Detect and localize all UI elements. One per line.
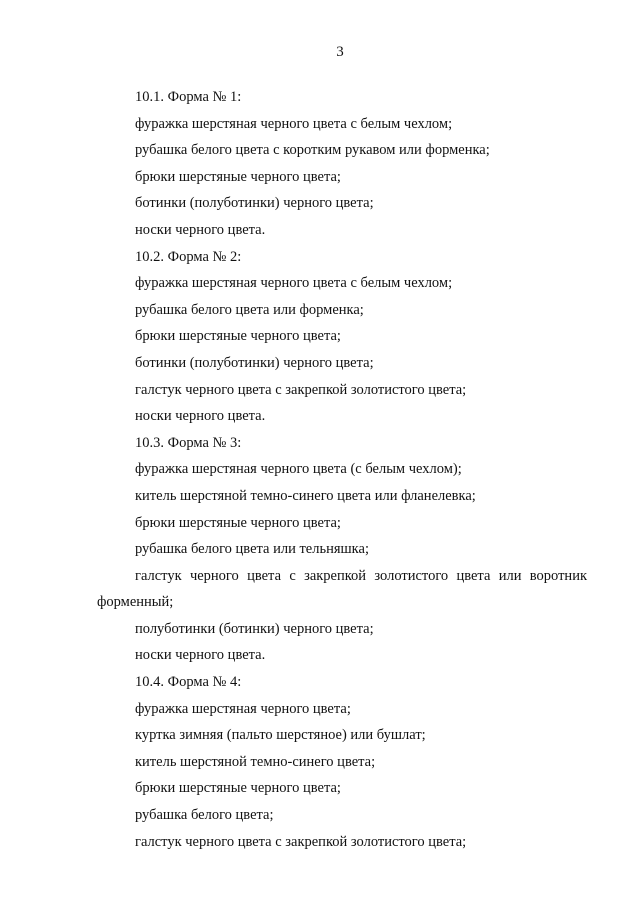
section-heading: 10.4. Форма № 4:: [135, 674, 242, 691]
list-item: китель шерстяной темно-синего цвета;: [135, 753, 376, 770]
list-item: галстук черного цвета с закрепкой золотистого цвета;: [135, 833, 467, 850]
list-item: ботинки (полуботинки) черного цвета;: [135, 195, 374, 212]
list-item: полуботинки (ботинки) черного цвета;: [135, 620, 374, 637]
list-item: ботинки (полуботинки) черного цвета;: [135, 354, 374, 371]
list-item: брюки шерстяные черного цвета;: [135, 514, 341, 531]
list-item: брюки шерстяные черного цвета;: [135, 328, 341, 345]
document-body: [0, 84, 640, 855]
list-item: носки черного цвета.: [135, 408, 266, 425]
list-item: брюки шерстяные черного цвета;: [135, 168, 341, 185]
list-item: рубашка белого цвета или тельняшка;: [135, 541, 369, 558]
section-heading: 10.1. Форма № 1:: [135, 89, 242, 105]
list-item: фуражка шерстяная черного цвета с белым чехлом;: [135, 115, 453, 132]
list-item: фуражка шерстяная черного цвета;: [135, 700, 351, 717]
list-item: носки черного цвета.: [135, 647, 266, 664]
section-heading: 10.3. Форма № 3:: [135, 434, 242, 451]
section-heading: 10.2. Форма № 2:: [135, 248, 242, 265]
list-item: куртка зимняя (пальто шерстяное) или бушлат;: [135, 727, 426, 744]
list-item: фуражка шерстяная черного цвета (с белым чехлом);: [135, 461, 462, 478]
list-item: рубашка белого цвета с коротким рукавом или форменка;: [135, 142, 490, 159]
list-item: галстук черного цвета с закрепкой золотистого цвета или воротник: [135, 567, 587, 584]
list-item: галстук черного цвета с закрепкой золотистого цвета;: [135, 381, 467, 398]
list-item: фуражка шерстяная черного цвета с белым чехлом;: [135, 275, 453, 292]
page-number: 3: [336, 44, 344, 60]
list-item: рубашка белого цвета или форменка;: [135, 301, 364, 318]
list-item: носки черного цвета.: [135, 221, 266, 238]
list-item: рубашка белого цвета;: [135, 807, 274, 824]
list-item: брюки шерстяные черного цвета;: [135, 780, 341, 797]
list-item: форменный;: [97, 594, 174, 611]
list-item: китель шерстяной темно-синего цвета или фланелевка;: [135, 487, 476, 504]
